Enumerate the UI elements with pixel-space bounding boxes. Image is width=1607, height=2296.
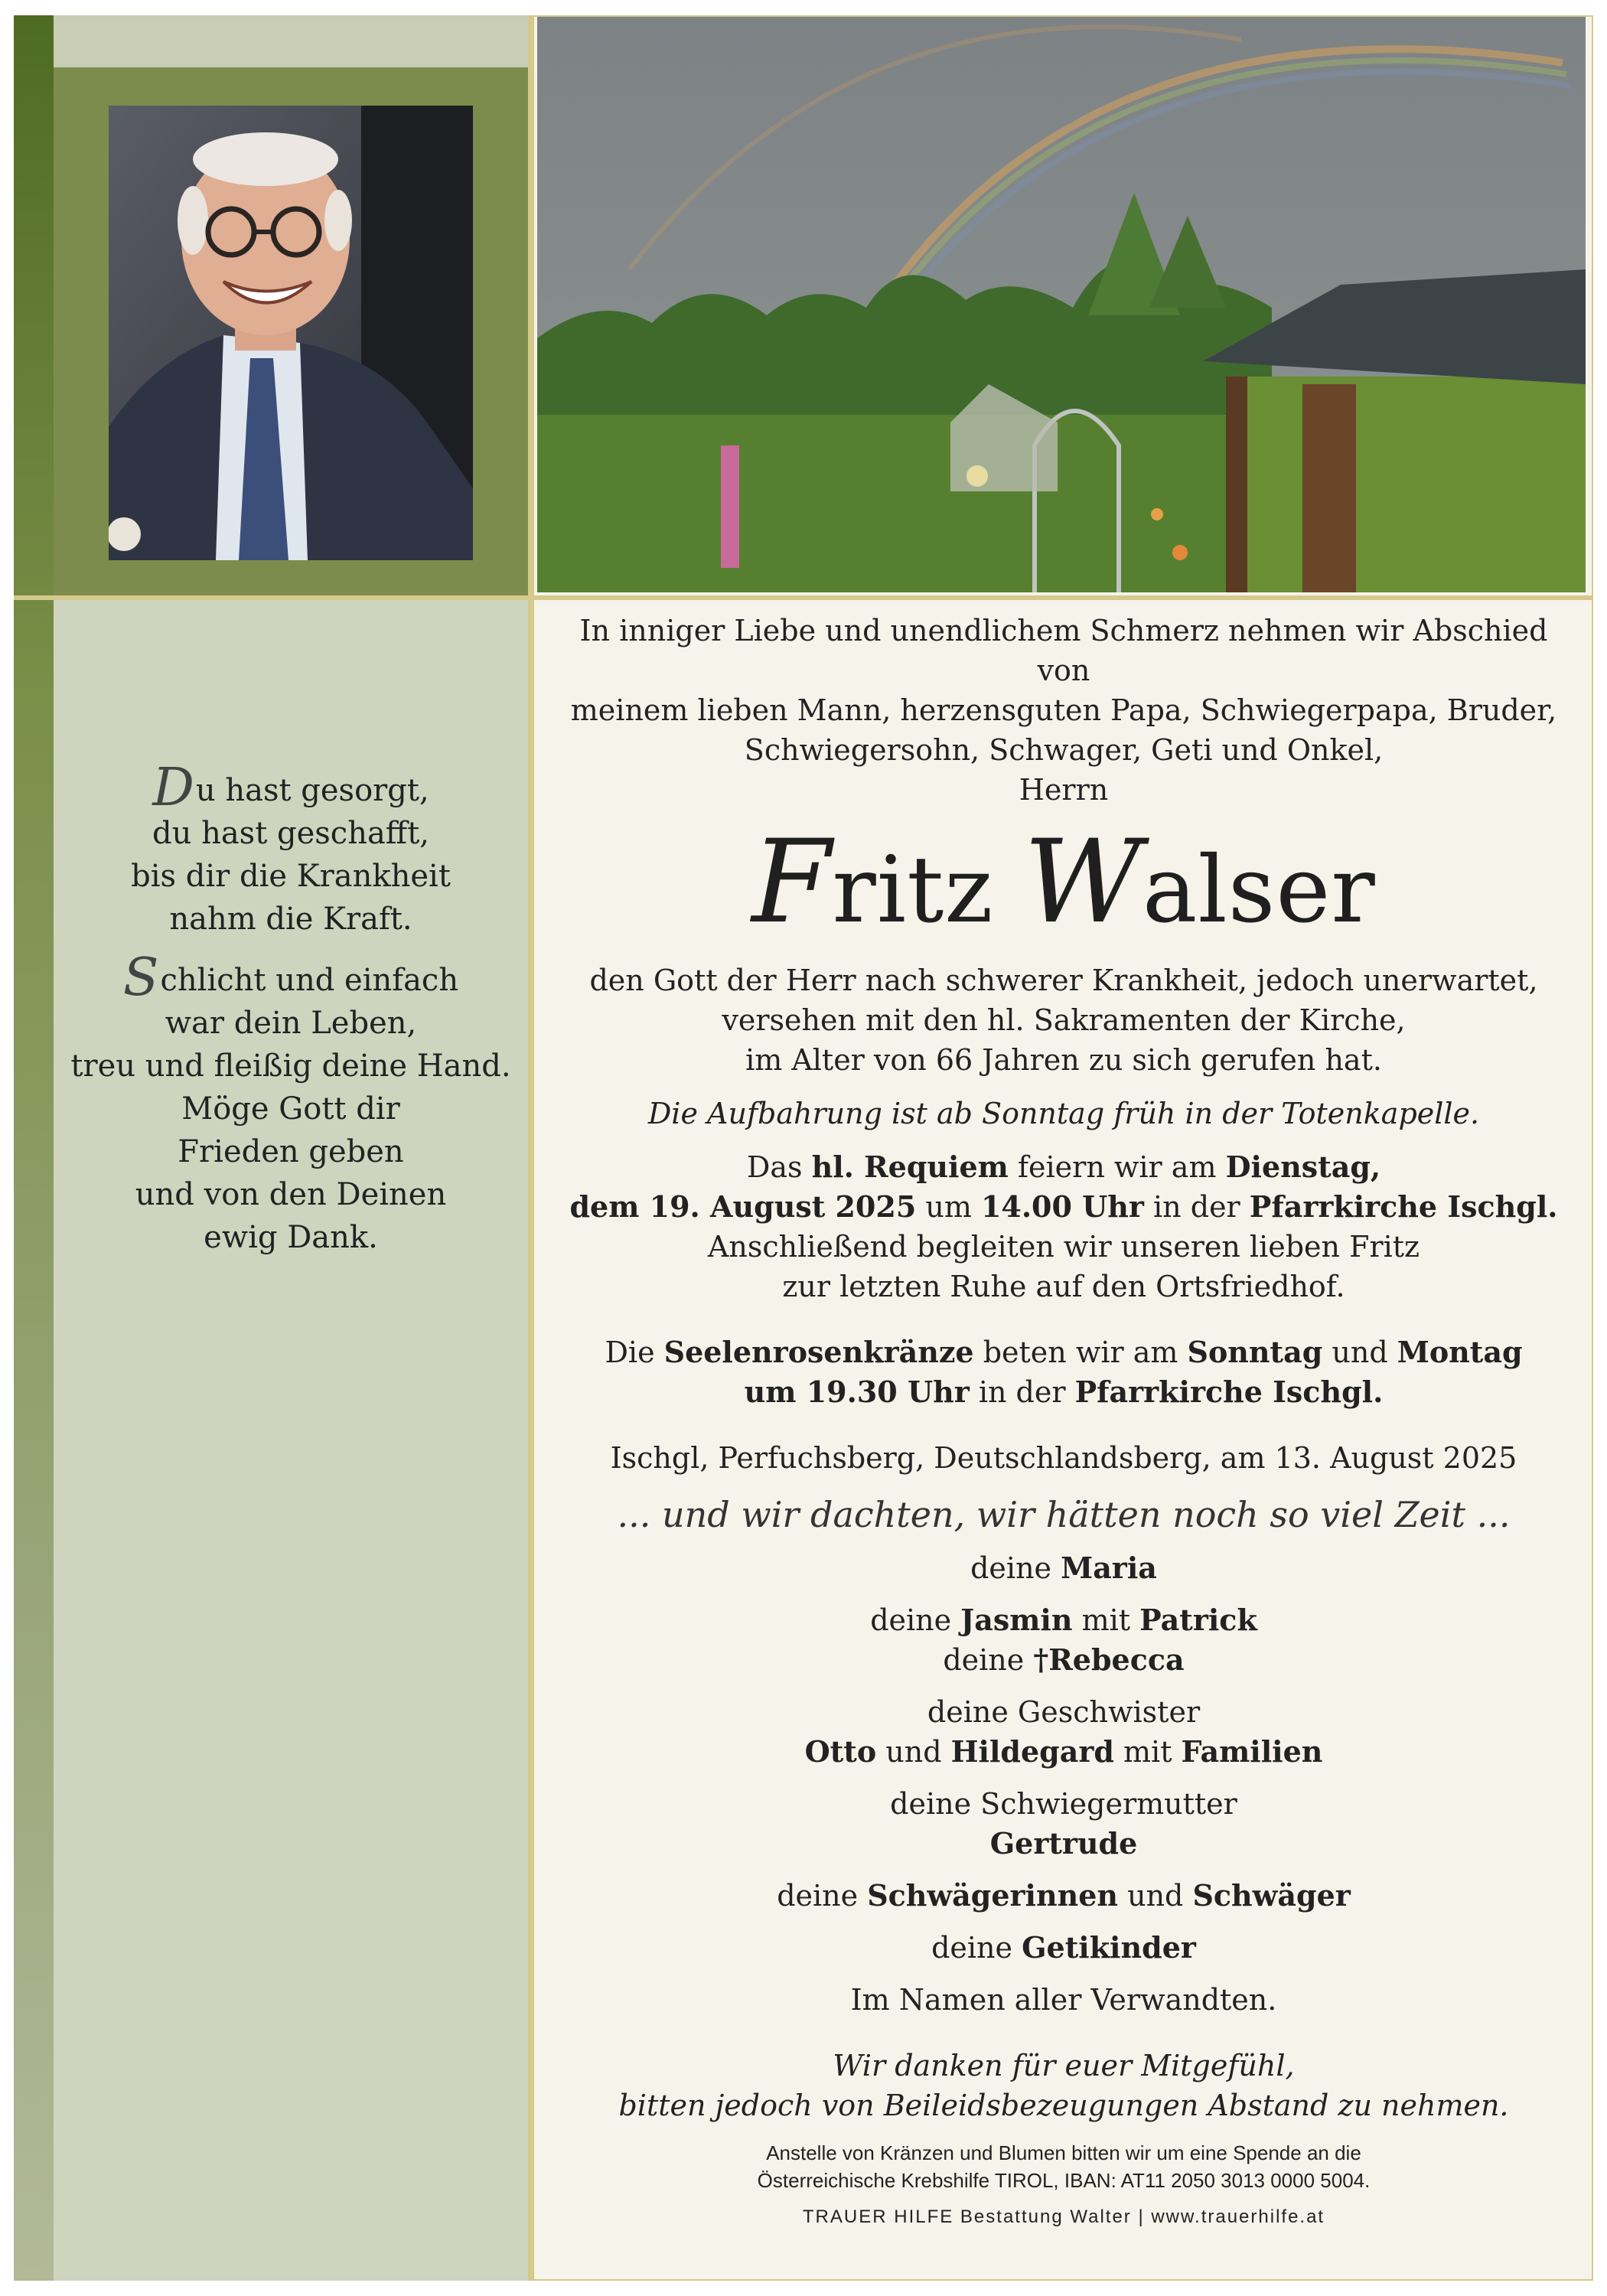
family-in-laws xyxy=(551,1876,1576,1916)
text: und xyxy=(1118,1879,1193,1913)
rosary-day: Montag xyxy=(1397,1335,1523,1369)
family-name: Hildegard xyxy=(950,1734,1114,1769)
portrait-illustration xyxy=(109,106,473,560)
rainbow-garden-photo xyxy=(537,17,1586,592)
family-wife xyxy=(551,1548,1576,1588)
family-relatives: Im Namen aller Verwandten. xyxy=(850,1983,1277,2017)
requiem-label: hl. Requiem xyxy=(811,1150,1009,1184)
poem xyxy=(54,758,528,1277)
death-line: im Alter von 66 Jahren zu sich gerufen hat. xyxy=(745,1043,1382,1077)
donation-line: Österreichische Krebshilfe TIROL, IBAN: AT11 2050 3013 0000 5004. xyxy=(757,2169,1371,2192)
donation-notice xyxy=(551,2139,1576,2194)
text: Die xyxy=(605,1336,664,1369)
rosary-day: Sonntag xyxy=(1187,1335,1323,1369)
thanks-line: bitten jedoch von Beileidsbezeugungen Abstand zu nehmen. xyxy=(618,2089,1509,2122)
text: und xyxy=(1322,1336,1397,1369)
donation-line: Anstelle von Kränzen und Blumen bitten wir um eine Spende an die xyxy=(766,2141,1361,2164)
horizontal-divider xyxy=(14,595,1593,600)
text: deine xyxy=(970,1551,1061,1585)
family-name: Familien xyxy=(1181,1734,1323,1769)
thanks xyxy=(551,2046,1576,2125)
family-name: †Rebecca xyxy=(1033,1642,1185,1677)
intro-line: Herrn xyxy=(1019,773,1109,807)
family-name: Otto xyxy=(804,1734,877,1769)
intro-line: meinem lieben Mann, herzensguten Papa, Schwiegerpapa, Bruder, xyxy=(570,693,1557,727)
poem-line: bis dir die Krankheit xyxy=(131,859,451,894)
landscape-illustration xyxy=(537,17,1586,592)
intro-line: Schwiegersohn, Schwager, Geti und Onkel, xyxy=(744,733,1384,767)
text: deine xyxy=(870,1603,961,1637)
quote: ... und wir dachten, wir hätten noch so viel Zeit ... xyxy=(617,1494,1511,1535)
family-mother-in-law xyxy=(551,1824,1576,1864)
poem-line: du hast geschafft, xyxy=(152,816,430,851)
text: deine xyxy=(931,1931,1022,1965)
poem-stanza-2 xyxy=(54,947,528,1259)
requiem-date: dem 19. August 2025 xyxy=(569,1189,917,1224)
rosary-place: Pfarrkirche Ischgl. xyxy=(1074,1375,1384,1409)
poem-line: Frieden geben xyxy=(178,1134,404,1169)
text: feiern wir am xyxy=(1008,1150,1226,1184)
requiem-time: 14.00 Uhr xyxy=(980,1189,1144,1224)
family-name: Jasmin xyxy=(960,1603,1073,1637)
thanks-line: Wir danken für euer Mitgefühl, xyxy=(833,2049,1295,2082)
text: zur letzten Ruhe auf den Ortsfriedhof. xyxy=(782,1270,1345,1303)
text: mit xyxy=(1113,1735,1182,1769)
footer-credit: TRAUER HILFE Bestattung Walter | www.trauerhilfe.at xyxy=(802,2206,1325,2227)
deceased-name xyxy=(551,816,1576,949)
poem-line: und von den Deinen xyxy=(135,1177,447,1212)
text: und xyxy=(876,1735,951,1769)
intro xyxy=(551,611,1576,810)
first-name-rest: ritz xyxy=(832,837,994,944)
text: deine xyxy=(943,1643,1034,1677)
intro-line: In inniger Liebe und unendlichem Schmerz nehmen wir Abschied von xyxy=(579,614,1548,687)
poem-initial: D xyxy=(152,758,194,818)
viewing-notice: Die Aufbahrung ist ab Sonntag früh in der Totenkapelle. xyxy=(647,1097,1480,1130)
family-name: Maria xyxy=(1061,1551,1157,1585)
rosary-label: Seelenrosenkränze xyxy=(663,1335,974,1369)
family-siblings xyxy=(551,1732,1576,1772)
last-name-initial: W xyxy=(1023,816,1143,949)
first-name-initial: F xyxy=(751,816,833,949)
requiem-notice xyxy=(551,1147,1576,1306)
requiem-day: Dienstag, xyxy=(1225,1150,1381,1184)
death-line: den Gott der Herr nach schwerer Krankheit, jedoch unerwartet, xyxy=(589,964,1538,997)
rosary-notice xyxy=(551,1332,1576,1412)
family-name: Getikinder xyxy=(1022,1930,1196,1965)
poem-line: Möge Gott dir xyxy=(181,1091,400,1127)
family-name: Schwägerinnen xyxy=(867,1878,1119,1913)
place-date: Ischgl, Perfuchsberg, Deutschlandsberg, am 13. August 2025 xyxy=(610,1441,1517,1475)
portrait-photo xyxy=(109,106,473,560)
requiem-place: Pfarrkirche Ischgl. xyxy=(1249,1189,1558,1224)
text: deine xyxy=(777,1879,868,1913)
poem-line: nahm die Kraft. xyxy=(169,902,412,937)
family-name: Gertrude xyxy=(989,1826,1138,1861)
poem-line: chlicht und einfach xyxy=(160,963,459,998)
death-notice xyxy=(551,960,1576,1080)
family-daughter-2 xyxy=(551,1640,1576,1680)
left-accent-strip xyxy=(14,15,54,2281)
family-siblings-label: deine Geschwister xyxy=(927,1695,1201,1729)
text: Das xyxy=(746,1150,812,1184)
last-name-rest: alser xyxy=(1142,837,1376,944)
family-name: Schwäger xyxy=(1192,1878,1351,1913)
left-top-band xyxy=(54,15,528,67)
text: beten wir am xyxy=(973,1336,1188,1369)
rosary-time: um 19.30 Uhr xyxy=(744,1375,970,1409)
family-name: Patrick xyxy=(1139,1603,1257,1637)
text: Anschließend begleiten wir unseren lieben Fritz xyxy=(707,1230,1420,1264)
text: mit xyxy=(1072,1603,1140,1637)
poem-line: war dein Leben, xyxy=(165,1006,417,1041)
text: um xyxy=(916,1190,981,1224)
family-mother-in-law-label: deine Schwiegermutter xyxy=(890,1787,1237,1821)
death-line: versehen mit den hl. Sakramenten der Kirche, xyxy=(722,1003,1406,1037)
poem-initial: S xyxy=(122,947,159,1008)
family-godchildren xyxy=(551,1928,1576,1968)
obituary-text xyxy=(551,611,1576,2237)
poem-stanza-1 xyxy=(54,758,528,941)
family-daughter-1 xyxy=(551,1600,1576,1640)
text: in der xyxy=(1143,1190,1250,1224)
poem-line: treu und fleißig deine Hand. xyxy=(70,1049,511,1084)
poem-line: u hast gesorgt, xyxy=(195,773,429,808)
poem-line: ewig Dank. xyxy=(204,1220,378,1255)
text: in der xyxy=(969,1375,1075,1409)
